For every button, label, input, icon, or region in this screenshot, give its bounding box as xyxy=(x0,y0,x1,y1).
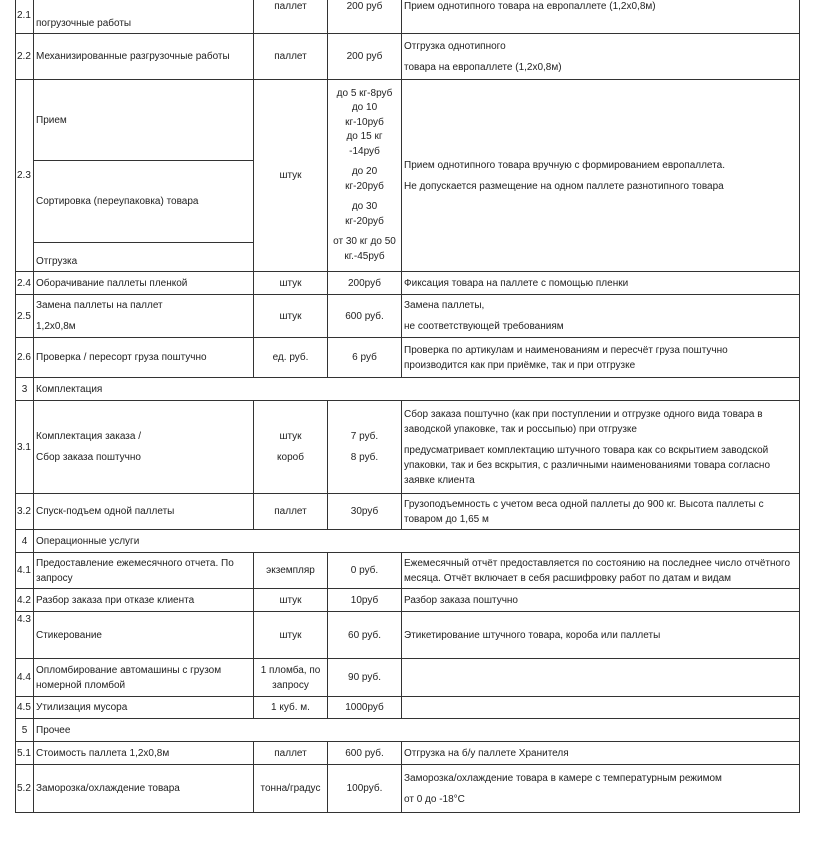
table-row xyxy=(16,80,800,161)
unit: ед. руб. xyxy=(254,338,328,378)
price: 1000руб xyxy=(328,697,402,719)
unit xyxy=(254,401,328,494)
description xyxy=(402,401,800,494)
service-name: Утилизация мусора xyxy=(34,697,254,719)
description: Разбор заказа поштучно xyxy=(402,589,800,612)
service-name: Отгрузка xyxy=(34,243,254,272)
row-number: 2.6 xyxy=(16,338,34,378)
price-tier: до 30 xyxy=(351,201,378,213)
unit-line: штук xyxy=(279,431,302,442)
unit: 1 куб. м. xyxy=(254,697,328,719)
service-name: погрузочные работы xyxy=(34,0,254,34)
table-row xyxy=(16,272,800,295)
price-tier: до 20 xyxy=(351,166,378,178)
service-name: Стоимость паллета 1,2х0,8м xyxy=(34,742,254,765)
row-number: 4.3 xyxy=(16,612,34,659)
price: 6 руб xyxy=(328,338,402,378)
row-number: 3.2 xyxy=(16,494,34,530)
price: 90 руб. xyxy=(328,659,402,697)
description xyxy=(402,765,800,813)
unit: штук xyxy=(254,589,328,612)
description-line: Отгрузка однотипного xyxy=(404,40,506,52)
unit: тонна/градус xyxy=(254,765,328,813)
description-line: Заморозка/охлаждение товара в камере с температурным режимом xyxy=(404,772,722,784)
description-line: товара на европаллете (1,2х0,8м) xyxy=(404,61,562,73)
unit-line: короб xyxy=(277,452,304,463)
service-name: Спуск-подъем одной паллеты xyxy=(34,494,254,530)
description: Этикетирование штучного товара, короба или паллеты xyxy=(402,612,800,659)
price: 100руб. xyxy=(328,765,402,813)
row-number: 5.2 xyxy=(16,765,34,813)
unit: штук xyxy=(254,80,328,272)
description xyxy=(402,338,800,378)
description xyxy=(402,80,800,272)
service-name: Разбор заказа при отказе клиента xyxy=(34,589,254,612)
price-table xyxy=(15,0,800,813)
price-tier: кг.-45руб xyxy=(344,250,385,262)
description: Прием однотипного товара на европаллете (1,2х0,8м) xyxy=(402,0,800,34)
unit: штук xyxy=(254,272,328,295)
unit: паллет xyxy=(254,742,328,765)
price-tier: кг-20руб xyxy=(345,180,384,192)
row-number: 2.4 xyxy=(16,272,34,295)
unit: штук xyxy=(254,612,328,659)
price: 600 руб. xyxy=(328,742,402,765)
table-row xyxy=(16,401,800,494)
price xyxy=(328,401,402,494)
service-name-line: Комплектация заказа / xyxy=(36,431,141,442)
service-name xyxy=(34,401,254,494)
section-number: 5 xyxy=(16,719,34,742)
description-line: производится как при приёмке, так и при отгрузке xyxy=(404,359,636,371)
service-name xyxy=(34,295,254,338)
price-tier: от 30 кг до 50 xyxy=(333,236,396,248)
price: 200 руб xyxy=(328,34,402,80)
service-name: Сортировка (переупаковка) товара xyxy=(34,161,254,243)
row-number: 4.5 xyxy=(16,697,34,719)
price-line: 7 руб. xyxy=(350,431,379,442)
row-number: 2.1 xyxy=(16,0,34,34)
price-tier: -14руб xyxy=(349,145,380,157)
description: Фиксация товара на паллете с помощью пленки xyxy=(402,272,800,295)
description-line: Проверка по артикулам и наименованиям и пересчёт груза поштучно xyxy=(404,344,728,356)
row-number: 2.3 xyxy=(16,80,34,272)
price-tiers xyxy=(328,80,402,272)
table-row xyxy=(16,553,800,589)
unit: паллет xyxy=(254,494,328,530)
table-row xyxy=(16,295,800,338)
row-number: 3.1 xyxy=(16,401,34,494)
table-row xyxy=(16,742,800,765)
table-row xyxy=(16,765,800,813)
row-number: 2.5 xyxy=(16,295,34,338)
row-number: 2.2 xyxy=(16,34,34,80)
table-row xyxy=(16,589,800,612)
description-line: Замена паллеты, xyxy=(404,300,485,311)
unit: паллет xyxy=(254,34,328,80)
description xyxy=(402,34,800,80)
row-number: 4.1 xyxy=(16,553,34,589)
price-tier: кг-10руб xyxy=(345,116,384,128)
description-line: Сбор заказа поштучно (как при поступлении и отгрузке одного вида товара в заводской упаковке, так и россыпью) при отгрузке xyxy=(404,408,763,435)
description: Отгрузка на б/у паллете Хранителя xyxy=(402,742,800,765)
service-name: Оборачивание паллеты пленкой xyxy=(34,272,254,295)
table-row xyxy=(16,0,800,34)
price-tier: до 5 кг-8руб xyxy=(336,87,393,99)
price: 0 руб. xyxy=(328,553,402,589)
section-title: Комплектация xyxy=(34,378,800,401)
section-row xyxy=(16,719,800,742)
description-line: предусматривает комплектацию штучного товара как со вскрытием заводской упаковки, так и без вскрытия, с различными наименованиями товара согласно заявке клиента xyxy=(404,444,771,486)
table-row xyxy=(16,659,800,697)
table-row xyxy=(16,34,800,80)
price: 200руб xyxy=(328,272,402,295)
service-name: Заморозка/охлаждение товара xyxy=(34,765,254,813)
price: 10руб xyxy=(328,589,402,612)
section-title: Операционные услуги xyxy=(34,530,800,553)
description xyxy=(402,659,800,697)
price-tier: до 10 xyxy=(351,102,378,114)
section-title: Прочее xyxy=(34,719,800,742)
price: 600 руб. xyxy=(328,295,402,338)
table-row xyxy=(16,338,800,378)
price-tier: кг-20руб xyxy=(345,215,384,227)
section-row xyxy=(16,378,800,401)
service-name-line: 1,2х0,8м xyxy=(36,321,76,332)
description: Грузоподъемность с учетом веса одной паллеты до 900 кг. Высота паллеты с товаром до 1,65 м xyxy=(402,494,800,530)
table-row xyxy=(16,494,800,530)
service-name: Механизированные разгрузочные работы xyxy=(34,34,254,80)
service-name: Прием xyxy=(34,80,254,161)
description-line: от 0 до -18°С xyxy=(404,793,465,805)
unit: штук xyxy=(254,295,328,338)
section-number: 3 xyxy=(16,378,34,401)
service-name: Проверка / пересорт груза поштучно xyxy=(34,338,254,378)
description xyxy=(402,295,800,338)
description xyxy=(402,697,800,719)
description-line: Прием однотипного товара вручную с формированием европаллета. xyxy=(404,159,725,171)
row-number: 4.2 xyxy=(16,589,34,612)
table-row xyxy=(16,612,800,659)
service-name: Опломбирование автомашины с грузом номерной пломбой xyxy=(34,659,254,697)
price: 30руб xyxy=(328,494,402,530)
unit: паллет xyxy=(254,0,328,34)
price-tier: до 15 кг xyxy=(346,131,383,143)
description-line: Не допускается размещение на одном паллете разнотипного товара xyxy=(404,180,724,192)
price: 200 руб xyxy=(328,0,402,34)
price: 60 руб. xyxy=(328,612,402,659)
unit: 1 пломба, по запросу xyxy=(254,659,328,697)
description-line: не соответствующей требованиям xyxy=(404,321,564,332)
price-line: 8 руб. xyxy=(350,452,379,463)
section-row xyxy=(16,530,800,553)
service-name-line: Сбор заказа поштучно xyxy=(36,452,141,463)
unit: экземпляр xyxy=(254,553,328,589)
table-row xyxy=(16,697,800,719)
row-number: 4.4 xyxy=(16,659,34,697)
service-name: Предоставление ежемесячного отчета. По запросу xyxy=(34,553,254,589)
section-number: 4 xyxy=(16,530,34,553)
service-name-line: Замена паллеты на паллет xyxy=(36,300,163,311)
description: Ежемесячный отчёт предоставляется по состоянию на последнее число отчётного месяца. Отчёт включает в себя расшифровку работ по датам и видам xyxy=(402,553,800,589)
service-name: Стикерование xyxy=(34,612,254,659)
row-number: 5.1 xyxy=(16,742,34,765)
